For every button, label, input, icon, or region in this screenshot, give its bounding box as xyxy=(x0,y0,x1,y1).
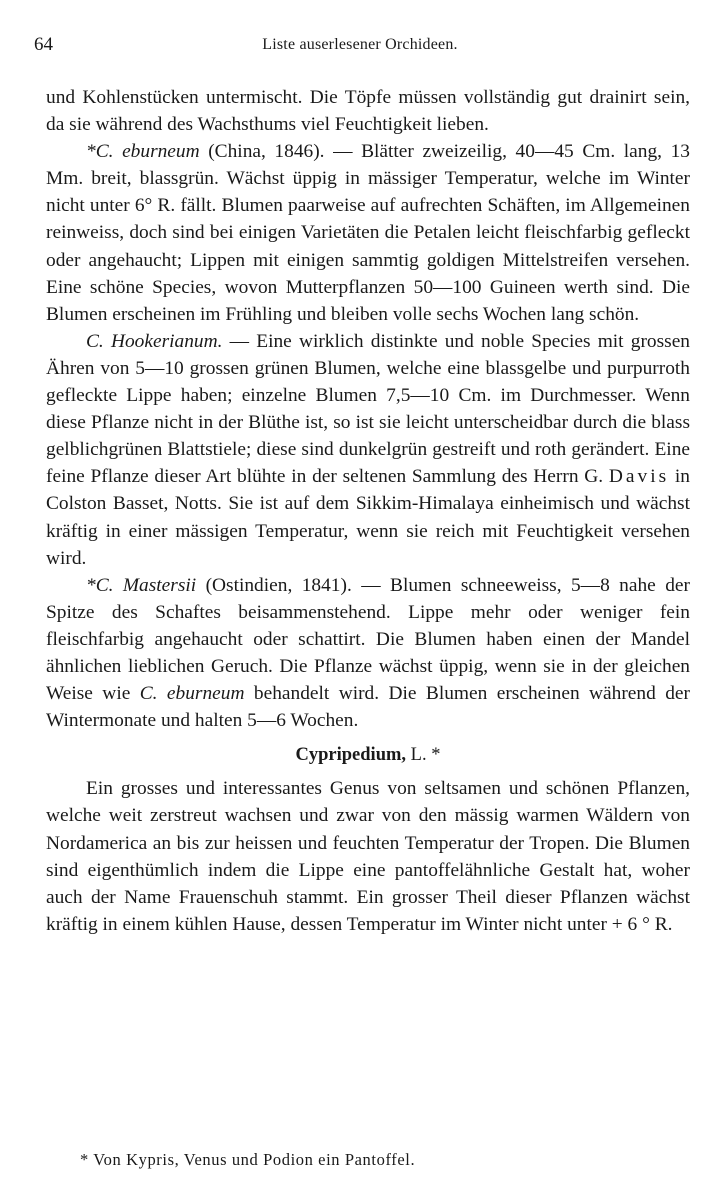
page-number: 64 xyxy=(34,34,53,55)
running-title: Liste auserlesener Orchideen. xyxy=(262,36,458,53)
species-name: *C. eburneum xyxy=(86,141,200,163)
entry-text: behandelt wird. Die Blumen erscheinen während der Wintermonate und halten 5—6 Wochen. xyxy=(46,683,690,732)
paragraph-continuation: und Kohlenstücken untermischt. Die Töpfe müssen vollständig gut drainirt sein, da sie während des Wachsthums viel Feuchtigkeit lieben. xyxy=(46,87,690,136)
entry-text: (Ostindien, 1841). — Blumen schneeweiss, 5—8 nahe der Spitze des Schaftes beisammenstehend. Lippe mehr oder weniger fein fleischfarbig angehaucht oder schattirt. Die Blumen haben einen der Mandel ähnlichen lieblichen Geruch. Die Pflanze wächst üppig, wenn sie in der gleichen Weise wie xyxy=(46,574,690,705)
body-text xyxy=(46,84,690,938)
genus-name: Cypripedium, xyxy=(295,745,407,766)
entry-c-mastersii xyxy=(46,572,690,735)
person-name: Davis xyxy=(608,466,670,488)
species-reference: C. eburneum xyxy=(139,683,245,705)
species-name: *C. Mastersii xyxy=(86,574,197,596)
genus-author: L. * xyxy=(406,745,441,766)
genus-description: Ein grosses und interessantes Genus von seltsamen und schönen Pflanzen, welche weit zerstreut wachsen und zwar von den mässig warmen Wäldern von Nordamerica an bis zur heissen und feuchten Temperatur der Tropen. Die Blumen sind eigenthümlich indem die Lippe eine pantoffelähnliche Gestalt hat, woher auch der Name Frauenschuh stammt. Ein grosser Theil dieser Pflanzen wächst kräftig in einem kühlen Hause, dessen Temperatur im Winter nicht unter + 6 ° R. xyxy=(46,778,690,935)
entry-c-eburneum xyxy=(46,138,690,328)
entry-text: — Eine wirklich distinkte und noble Species mit grossen Ähren von 5—10 grossen grünen Blumen, welche eine blassgelbe und purpurroth gefleckte Lippe haben; einzelne Blumen 7,5—10 Cm. im Durchmesser. Wenn diese Pflanze nicht in der Blüthe ist, so ist sie leicht unterscheidbar durch die blass gelblichgrünen Blattstiele; diese sind dunkelgrün gestreift und roth gerändert. Eine feine Pflanze dieser Art blühte in der seltenen Sammlung des Herrn G. xyxy=(46,330,690,488)
species-name: C. Hookerianum. xyxy=(86,330,223,352)
footnote: * Von Kypris, Venus und Podion ein Pantoffel. xyxy=(80,1150,416,1169)
entry-c-hookerianum xyxy=(46,328,690,572)
page-header xyxy=(34,34,686,60)
section-heading xyxy=(46,742,690,769)
entry-text: in Colston Basset, Notts. Sie ist auf dem Sikkim-Himalaya einheimisch und wächst kräftig in einer mässigen Temperatur, wenn sie reich mit Feuchtigkeit versehen wird. xyxy=(46,466,691,569)
entry-text: (China, 1846). — Blätter zweizeilig, 40—45 Cm. lang, 13 Mm. breit, blassgrün. Wächst üppig in mässiger Temperatur, welche im Winter nicht unter 6° R. fällt. Blumen paarweise auf aufrechten Schäften, im Allgemeinen reinweiss, doch sind bei einigen Varietäten die Petalen leicht fleischfarbig gefleckt oder angehaucht; Lippen mit einigen sammtig goldigen Mittelstreifen versehen. Eine schöne Species, wovon Mutterpflanzen 50—100 Guineen werth sind. Die Blumen erscheinen im Frühling und bleiben volle sechs Wochen lang schön. xyxy=(46,141,690,325)
